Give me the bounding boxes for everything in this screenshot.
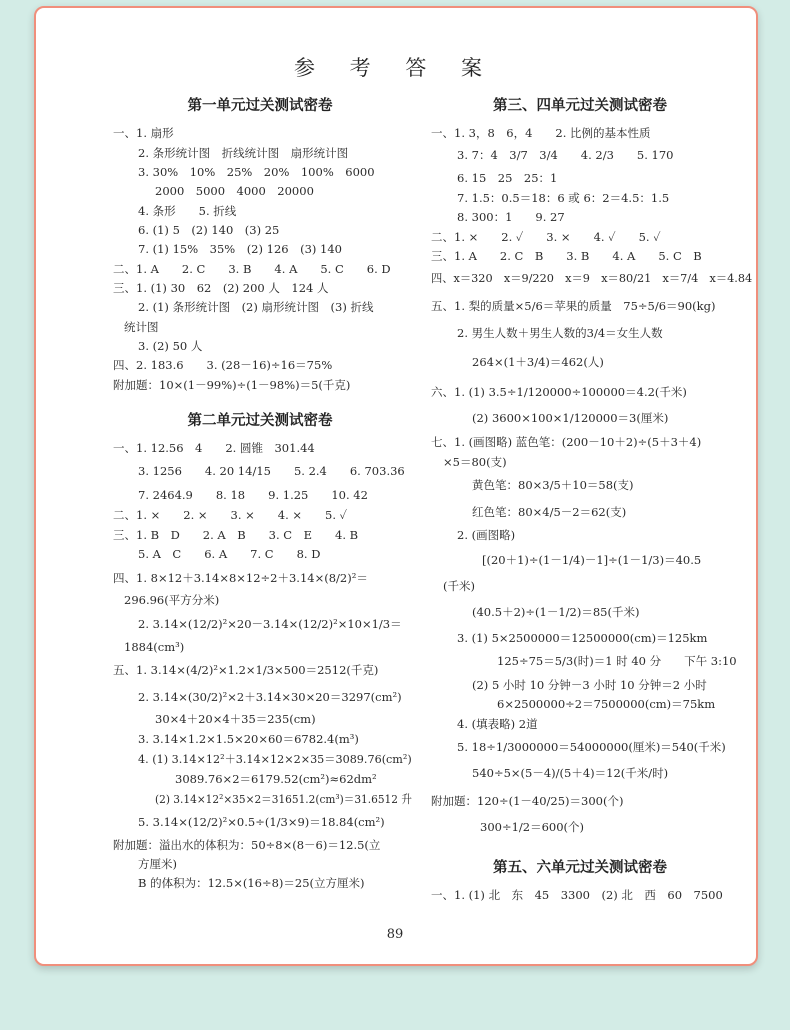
answer-line: 3. 7：4 3/7 3/4 4. 2/3 5. 170	[457, 148, 674, 162]
answer-line: 四、2. 183.6 3. (28－16)÷16＝75%	[113, 358, 333, 372]
answer-line: 黄色笔：80×3/5＋10＝58(支)	[472, 478, 634, 492]
answer-line: ×5＝80(支)	[443, 455, 507, 469]
answer-line: 3. (1) 5×2500000＝12500000(cm)＝125km	[457, 631, 708, 645]
answer-line: 3. 3.14×1.2×1.5×20×60＝6782.4(m³)	[138, 732, 359, 746]
unit34-title: 第三、四单元过关测试密卷	[493, 98, 667, 114]
answer-line: (2) 3600×100×1/120000＝3(厘米)	[472, 411, 669, 425]
answer-line: 一、1. 12.56 4 2. 圆锥 301.44	[113, 441, 315, 455]
answer-line: (2) 5 小时 10 分钟－3 小时 10 分钟＝2 小时	[472, 678, 707, 692]
unit1-title: 第一单元过关测试密卷	[187, 98, 333, 114]
answer-line: 2. (1) 条形统计图 (2) 扇形统计图 (3) 折线	[138, 300, 374, 314]
answer-line: 2000 5000 4000 20000	[155, 184, 314, 198]
answer-line: 四、x＝320 x＝9/220 x＝9 x＝80/21 x＝7/4 x＝4.84	[431, 271, 753, 285]
answer-line: 3. 1256 4. 20 14/15 5. 2.4 6. 703.36	[138, 464, 405, 478]
answer-line: 二、1. × 2. ✓ 3. × 4. ✓ 5. ✓	[431, 230, 661, 244]
answer-line: 3089.76×2＝6179.52(cm²)≈62dm²	[175, 772, 377, 786]
answer-line: 七、1. (画图略) 蓝色笔：(200－10＋2)÷(5＋3＋4)	[431, 435, 702, 449]
answer-line: 6. 15 25 25：1	[457, 171, 558, 185]
answer-line: 4. (填表略) 2道	[457, 717, 538, 731]
answer-line: 30×4＋20×4＋35＝235(cm)	[155, 712, 316, 726]
answer-line: 4. 条形 5. 折线	[138, 204, 237, 218]
answer-line: 五、1. 3.14×(4/2)²×1.2×1/3×500＝2512(千克)	[113, 663, 379, 677]
answer-line: 二、1. × 2. × 3. × 4. × 5. ✓	[113, 508, 348, 522]
answer-line: 3. 30% 10% 25% 20% 100% 6000	[138, 165, 375, 179]
answer-line: 3. (2) 50 人	[138, 339, 203, 353]
answer-line: 2. (画图略)	[457, 528, 516, 542]
answer-line: 6. (1) 5 (2) 140 (3) 25	[138, 223, 280, 237]
answer-line: 7. 1.5：0.5＝18：6 或 6：2＝4.5：1.5	[457, 191, 670, 205]
answer-line: 8. 300：1 9. 27	[457, 210, 565, 224]
answer-line: (2) 3.14×12²×35×2＝31651.2(cm³)＝31.6512 升	[155, 792, 412, 806]
answer-line: 2. 3.14×(30/2)²×2＋3.14×30×20＝3297(cm²)	[138, 690, 402, 704]
answer-line: 2. 条形统计图 折线统计图 扇形统计图	[138, 146, 349, 160]
answer-line: (千米)	[443, 579, 475, 593]
answer-line: 7. 2464.9 8. 18 9. 1.25 10. 42	[138, 488, 368, 502]
answer-line: 5. 3.14×(12/2)²×0.5÷(1/3×9)＝18.84(cm²)	[138, 815, 385, 829]
answer-line: 三、1. (1) 30 62 (2) 200 人 124 人	[113, 281, 329, 295]
answer-line: 方厘米)	[138, 857, 177, 871]
answer-line: 二、1. A 2. C 3. B 4. A 5. C 6. D	[113, 262, 391, 276]
answer-line: 红色笔：80×4/5－2＝62(支)	[472, 505, 627, 519]
page-title: 参 考 答 案	[293, 56, 497, 80]
answer-line: 2. 男生人数＋男生人数的3/4＝女生人数	[457, 326, 663, 340]
answer-line: B 的体积为：12.5×(16÷8)＝25(立方厘米)	[138, 876, 365, 890]
answer-line: 6×2500000÷2＝7500000(cm)＝75km	[497, 697, 716, 711]
answer-line: 296.96(平方分米)	[124, 593, 220, 607]
answer-line: 一、1. (1) 北 东 45 3300 (2) 北 西 60 7500	[431, 888, 723, 902]
answer-line: 一、1. 扇形	[113, 126, 174, 140]
answer-line: 2. 3.14×(12/2)²×20－3.14×(12/2)²×10×1/3＝	[138, 617, 402, 631]
answer-line: 264×(1＋3/4)＝462(人)	[472, 355, 604, 369]
answer-line: 附加题：溢出水的体积为：50÷8×(8－6)＝12.5(立	[113, 838, 381, 852]
answer-line: 7. (1) 15% 35% (2) 126 (3) 140	[138, 242, 342, 256]
answer-line: 五、1. 梨的质量×5/6＝苹果的质量 75÷5/6＝90(kg)	[431, 299, 716, 313]
answer-line: 附加题：10×(1－99%)÷(1－98%)＝5(千克)	[113, 378, 351, 392]
answer-line: (40.5＋2)÷(1－1/2)＝85(千米)	[472, 605, 640, 619]
answer-line: 四、1. 8×12＋3.14×8×12÷2＋3.14×(8/2)²＝	[113, 571, 368, 585]
answer-line: 六、1. (1) 3.5÷1/120000÷100000＝4.2(千米)	[431, 385, 687, 399]
answer-line: 一、1. 3，8 6，4 2. 比例的基本性质	[431, 126, 651, 140]
answer-line: 5. A C 6. A 7. C 8. D	[138, 547, 321, 561]
answer-line: 5. 18÷1/3000000＝54000000(厘米)＝540(千米)	[457, 740, 726, 754]
answer-line: 三、1. B D 2. A B 3. C E 4. B	[113, 528, 359, 542]
unit2-title: 第二单元过关测试密卷	[187, 413, 333, 429]
answer-line: 4. (1) 3.14×12²＋3.14×12×2×35＝3089.76(cm²)	[138, 752, 412, 766]
unit56-title: 第五、六单元过关测试密卷	[493, 860, 667, 876]
answer-line: 统计图	[124, 320, 159, 334]
answer-line: [(20＋1)÷(1－1/4)－1]÷(1－1/3)＝40.5	[482, 553, 702, 567]
answer-line: 1884(cm³)	[124, 640, 185, 654]
answer-line: 附加题：120÷(1－40/25)＝300(个)	[431, 794, 624, 808]
answer-line: 125÷75＝5/3(时)＝1 时 40 分 下午 3:10	[497, 654, 737, 668]
page-number: 89	[386, 927, 404, 942]
answer-line: 三、1. A 2. C B 3. B 4. A 5. C B	[431, 249, 702, 263]
answer-line: 300÷1/2＝600(个)	[480, 820, 585, 834]
answer-line: 540÷5×(5－4)/(5＋4)＝12(千米/时)	[472, 766, 669, 780]
